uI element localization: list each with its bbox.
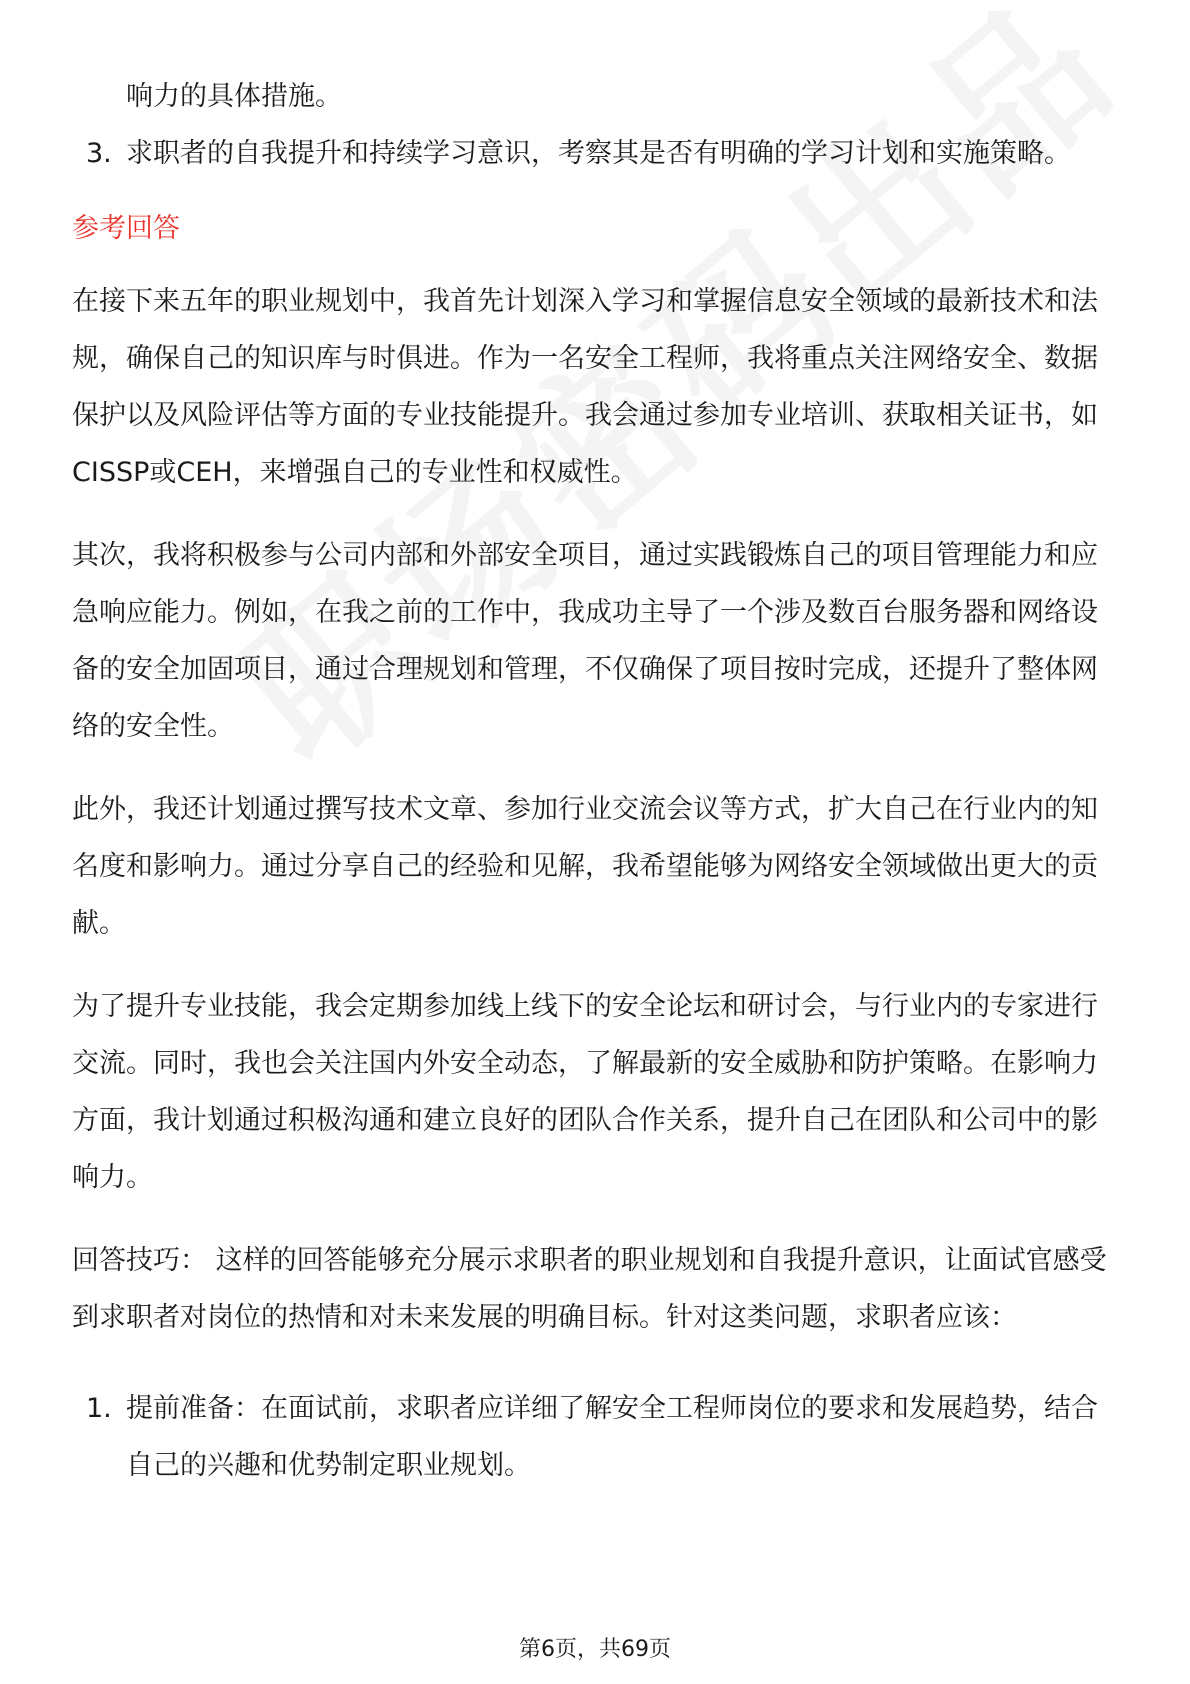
answer-paragraph-2: 其次，我将积极参与公司内部和外部安全项目，通过实践锻炼自己的项目管理能力和应急响应能力。例如，在我之前的工作中，我成功主导了一个涉及数百台服务器和网络设备的安全加固项目，通过合理规划和管理，不仅确保了项目按时完成，还提升了整体网络的安全性。 [72,540,1098,742]
answer-paragraph-1: 在接下来五年的职业规划中，我首先计划深入学习和掌握信息安全领域的最新技术和法规，确保自己的知识库与时俱进。作为一名安全工程师，我将重点关注网络安全、数据保护以及风险评估等方面的专业技能提升。我会通过参加专业培训、获取相关证书，如CISSP或CEH，来增强自己的专业性和权威性。 [72,286,1098,488]
tips-list-item-1 [72,1380,1118,1494]
list-item-text: 提前准备：在面试前，求职者应详细了解安全工程师岗位的要求和发展趋势，结合自己的兴趣和优势制定职业规划。 [126,1393,1098,1481]
list-number: 1. [86,1393,112,1424]
answer-paragraph-4: 为了提升专业技能，我会定期参加线上线下的安全论坛和研讨会，与行业内的专家进行交流。同时，我也会关注国内外安全动态，了解最新的安全威胁和防护策略。在影响力方面，我计划通过积极沟通和建立良好的团队合作关系，提升自己在团队和公司中的影响力。 [72,991,1098,1193]
list-number: 3. [86,138,112,169]
answer-paragraph-3: 此外，我还计划通过撰写技术文章、参加行业交流会议等方式，扩大自己在行业内的知名度和影响力。通过分享自己的经验和见解，我希望能够为网络安全领域做出更大的贡献。 [72,794,1098,939]
list-item-text: 求职者的自我提升和持续学习意识，考察其是否有明确的学习计划和实施策略。 [126,138,1071,169]
document-body [72,68,1118,1494]
list-item-3 [72,125,1118,182]
list-item-continuation: 响力的具体措施。 [126,81,342,112]
section-heading: 参考回答 [72,213,180,244]
page-footer: 第6页，共69页 [519,1637,671,1662]
answer-tips: 回答技巧： 这样的回答能够充分展示求职者的职业规划和自我提升意识，让面试官感受到求职者对岗位的热情和对未来发展的明确目标。针对这类问题，求职者应该： [72,1245,1107,1333]
